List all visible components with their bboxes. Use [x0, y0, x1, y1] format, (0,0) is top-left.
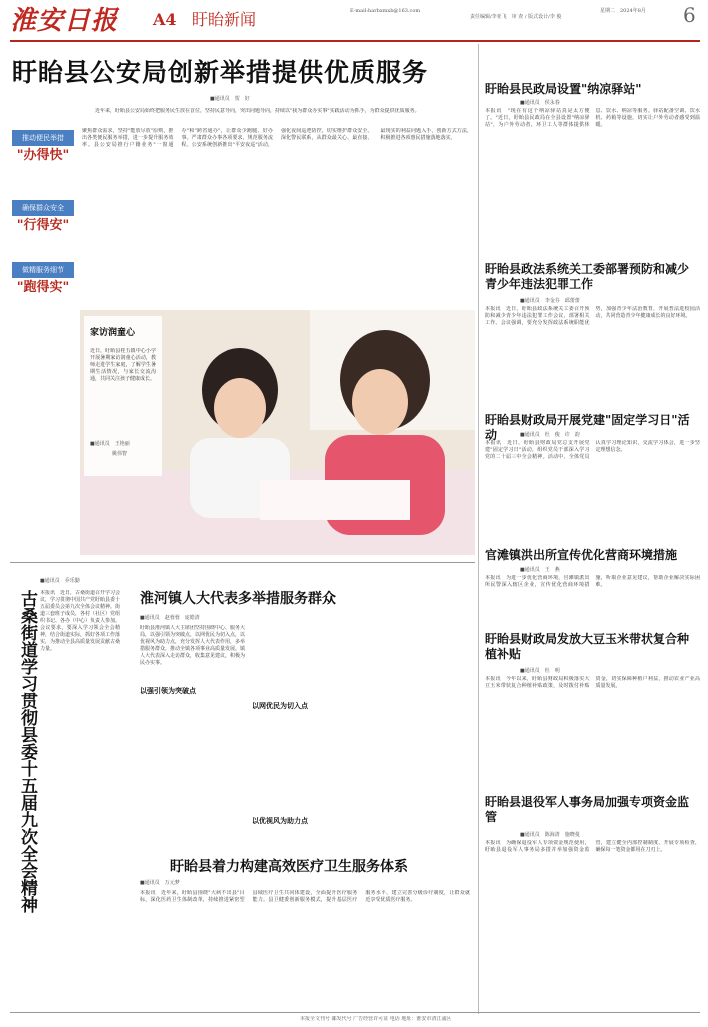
mid-story-byline: ■通讯员 赵蓉蓉 庞皓清: [140, 615, 200, 621]
header-rule: [10, 40, 700, 42]
contact: E-mail:harbxmxb@163.com: [350, 8, 421, 14]
right-story-5-title: 盱眙县财政局发放大豆玉米带状复合种植补贴: [485, 632, 690, 661]
photo-credit-1: ■通讯员 王艳丽: [90, 441, 130, 447]
lead-body: 聚焦群众需求，坚持"能放尽放"原则，推出各类便民服务举措，进一步提升服务效率。县公安局推行户籍业务"一窗通办"和"跨省通办"，让群众少跑腿、好办事。严肃群众办事各项要求，规范服务流程。公安系统创新推出"平安夜巡"活动，强化夜间巡逻防控，切实维护群众安全。深化警民联系，从群众最关心、最直接、最现实的利益问题入手，创新方式方法，积极推进各项惠民措施落地落实。: [82, 128, 472, 148]
right-story-2-title: 盱眙县政法系统关工委部署预防和减少青少年违法犯罪工作: [485, 262, 690, 291]
photo-box-text: 近日，盱眙县桂五镇中心小学开展暑期家访润童心活动，教师走进学生家庭，了解学生暑期生活情况，与家长交流沟通，共同关注孩子健康成长。: [90, 348, 156, 382]
side-head-3: "跑得实": [16, 280, 70, 295]
side-label-1: 推动便民举措: [12, 130, 74, 146]
left-story-byline: ■通讯员 乔乐勤: [40, 578, 80, 584]
right-story-3-body: 本报讯 近日，盱眙县财政局党总支开展党建"固定学习日"活动，组织党员干部深入学习党的二十届三中全会精神。活动中，全体党员认真学习理论知识，交流学习体会，进一步坚定理想信念。: [485, 440, 700, 460]
right-story-1-byline: ■通讯员 侯永春: [520, 100, 560, 106]
side-label-2: 确保群众安全: [12, 200, 74, 216]
mid-story-body: 盱眙县淮河镇人大主席团坚持围绕中心、服务大局，以强引领为突破点，以网优民为切入点，以优视风为助力点，充分发挥人大代表作用，多举措服务群众，推动全镇各项事业高质量发展。镇人大代表深入走访群众，收集意见建议，积极为民办实事。: [140, 625, 245, 666]
lead-headline: 盱眙县公安局创新举措提供优质服务: [12, 58, 429, 87]
right-story-5-byline: ■通讯员 杜 明: [520, 668, 560, 674]
lead-intro: 近年来，盱眙县公安局始终把服务民生放在首位，坚持民意导向，突出问题导向，持续以"我为群众办实事"实践活动为抓手，为群众提供优质服务。: [95, 108, 420, 114]
section-title: 盱眙新闻: [192, 10, 257, 29]
side-head-2: "行得安": [16, 218, 70, 233]
photo-credit-2: 姚伟智: [112, 451, 128, 457]
mid-story-headline: 淮河镇人大代表多举措服务群众: [140, 591, 336, 607]
photo-box-title: 家访润童心: [90, 328, 136, 338]
photo-home-visit: [80, 310, 475, 555]
photo-caption-box: [84, 316, 162, 476]
masthead-logo: 淮安日报: [10, 6, 119, 36]
bottom-story-headline: 盱眙县着力构建高效医疗卫生服务体系: [170, 859, 408, 875]
right-story-2-body: 本报讯 近日，盱眙县政法系统关工委召开预防和减少青少年违法犯罪工作会议，部署相关工作。会议强调，要充分发挥政法系统职能优势，加强青少年法治教育，开展普法进校园活动，共同营造青少年健康成长的良好环境。: [485, 306, 700, 326]
right-story-6-body: 本报讯 为确保退役军人专项资金规范使用，盱眙县退役军人事务局多措并举加强资金监管，建立健全内部控制制度，开展专项检查，确保每一笔资金都用在刀刃上。: [485, 840, 700, 853]
right-story-3-byline: ■通讯员 杜 俊 许 韵: [520, 432, 580, 438]
page-number: A4: [153, 10, 177, 29]
left-story-headline: 古桑街道学习贯彻县委十五届九次全会精神: [17, 590, 37, 913]
right-story-1-body: 本报讯 "现在有这个纳凉驿站真是太方便了。"近日，盱眙县民政局在全县设置"纳凉驿站"，为户外劳动者、环卫工人等群体提供休息、饮水、纳凉等服务。驿站配备空调、饮水机、药箱等设施，切实让户外劳动者感受到温暖。: [485, 108, 700, 128]
right-story-1-title: 盱眙县民政局设置"纳凉驿站": [485, 82, 642, 96]
right-story-4-body: 本报讯 为进一步优化营商环境，官滩镇派出所民警深入辖区企业，宣传优化营商环境措施，听取企业意见建议，帮助企业解决实际困难。: [485, 575, 700, 588]
left-story-body: 本报讯 近日，古桑街道召开学习会议，学习贯彻中国共产党盱眙县委十五届委员会第九次全体会议精神。街道三套班子成员，各村（社区）党组织书记、各办（中心）负责人参加。会议要求，要深入学习领会全会精神，结合街道实际，抓好各项工作落实，为推动全县高质量发展贡献古桑力量。: [40, 590, 120, 652]
footer-info: 本报全文刊号 邮发代号 广告经营许可证 电话 地址：淮安市清江浦区: [300, 1016, 452, 1022]
right-story-3-title: 盱眙县财政局开展党建"固定学习日"活动: [485, 413, 690, 442]
issue-date: 星期二 2024年8月: [600, 8, 646, 14]
right-story-6-byline: ■通讯员 陈海清 施晓曼: [520, 832, 580, 838]
date-number: 6: [683, 3, 696, 27]
side-label-3: 做精服务细节: [12, 262, 74, 278]
right-story-2-byline: ■通讯员 李金芬 邱蕾蕾: [520, 298, 580, 304]
column-rule: [478, 44, 479, 1014]
editor-line: 责任编辑/李亚飞 审 查 / 版式设计/李 俊: [470, 14, 562, 20]
mid-sub-3: 以优视风为助力点: [252, 816, 308, 825]
bottom-story-body: 本报讯 近年来，盱眙县围绕"大病不出县"目标，深化医药卫生体制改革，持续推进紧密型县域医疗卫生共同体建设，全面提升医疗服务能力。县卫健委创新服务模式，提升基层医疗服务水平，建立完善分级诊疗制度，让群众就近享受优质医疗服务。: [140, 890, 470, 903]
footer-rule: [10, 1012, 700, 1013]
right-story-4-title: 官滩镇洪出所宣传优化营商环境措施: [485, 548, 678, 562]
right-story-6-title: 盱眙县退役军人事务局加强专项资金监管: [485, 795, 690, 824]
lead-byline: ■通讯员 贺 好: [210, 96, 250, 102]
side-head-1: "办得快": [16, 148, 70, 163]
bottom-story-byline: ■通讯员 万元梦: [140, 880, 180, 886]
right-story-5-body: 本报讯 今年以来，盱眙县财政局积极落实大豆玉米带状复合种植补贴政策，及时拨付补贴资金，切实保障种植户利益，推动农业产业高质量发展。: [485, 676, 700, 689]
mid-sub-1: 以强引领为突破点: [140, 686, 196, 695]
right-story-4-byline: ■通讯员 王 燕: [520, 567, 560, 573]
mid-sub-2: 以网优民为切入点: [252, 701, 308, 710]
mid-story-columns: [140, 625, 470, 925]
divider: [10, 562, 475, 563]
